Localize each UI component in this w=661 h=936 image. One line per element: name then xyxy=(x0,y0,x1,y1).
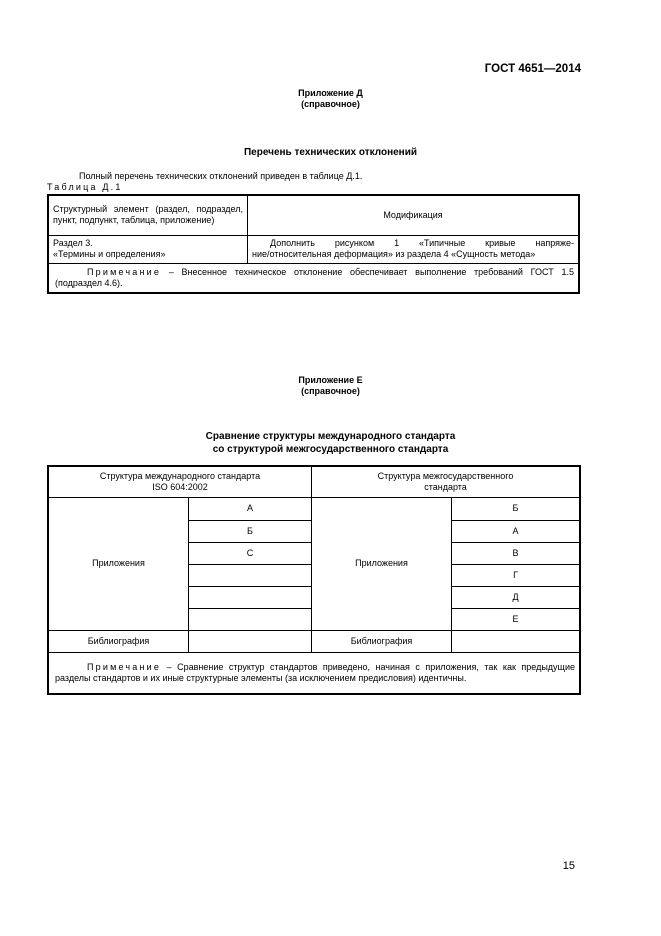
right-structure-header: Структура межгосударственного стандарта xyxy=(312,466,581,497)
left-structure-header: Структура международного стандарта ISO 604:2002 xyxy=(48,466,312,497)
appendix-d-intro: Полный перечень технических отклонений приведен в таблице Д.1. xyxy=(79,171,363,181)
left-appendix-item: Б xyxy=(189,520,312,542)
table-e-comparison xyxy=(47,465,581,695)
table-d1 xyxy=(47,194,580,294)
right-appendix-item: Б xyxy=(452,497,581,520)
document-code: ГОСТ 4651—2014 xyxy=(484,63,581,75)
right-appendix-item: Е xyxy=(452,608,581,630)
right-appendix-item: Д xyxy=(452,586,581,608)
left-appendix-item: А xyxy=(189,497,312,520)
table-d1-col2-header: Модификация xyxy=(248,195,580,235)
appendix-d-title: Приложение Д xyxy=(298,88,363,98)
right-appendix-item: Г xyxy=(452,564,581,586)
appendix-d-subtitle: (справочное) xyxy=(301,99,360,109)
right-appendices-label: Приложения xyxy=(312,497,452,630)
table-e-note: Примечание – Сравнение структур стандартов приведено, начиная с приложения, так как предыдущие разделы стандартов и их иные структурные элементы (за исключением предисловия) идентичны. xyxy=(48,652,580,694)
table-d1-row-element: Раздел 3. «Термины и определения» xyxy=(48,235,248,263)
appendix-e-heading-line1: Сравнение структуры международного стандарта xyxy=(205,431,456,442)
right-bibliography-empty xyxy=(452,630,581,652)
table-d1-row-modification: Дополнить рисунком 1 «Типичные кривые напряже- ние/относительная деформация» из раздела 4 «Сущность метода» xyxy=(248,235,580,263)
left-appendices-label: Приложения xyxy=(48,497,189,630)
right-bibliography: Библиография xyxy=(312,630,452,652)
left-appendix-item: С xyxy=(189,542,312,564)
left-appendix-item xyxy=(189,608,312,630)
page-number: 15 xyxy=(562,860,575,872)
appendix-e-subtitle: (справочное) xyxy=(301,386,360,396)
right-appendix-item: А xyxy=(452,520,581,542)
left-appendix-item xyxy=(189,586,312,608)
appendix-d-heading: Перечень технических отклонений xyxy=(243,147,418,158)
left-bibliography-empty xyxy=(189,630,312,652)
appendix-e-heading-line2: со структурой межгосударственного стандарта xyxy=(212,444,449,455)
table-d1-note: Примечание – Внесенное техническое отклонение обеспечивает выполнение требований ГОСТ 1.5 (подраздел 4.6). xyxy=(48,263,579,293)
left-bibliography: Библиография xyxy=(48,630,189,652)
appendix-e-title: Приложение Е xyxy=(298,375,363,385)
table-d1-col1-header: Структурный элемент (раздел, подраздел, пункт, подпункт, таблица, приложение) xyxy=(48,195,248,235)
left-appendix-item xyxy=(189,564,312,586)
right-appendix-item: В xyxy=(452,542,581,564)
table-d1-label: Таблица Д.1 xyxy=(47,182,123,192)
